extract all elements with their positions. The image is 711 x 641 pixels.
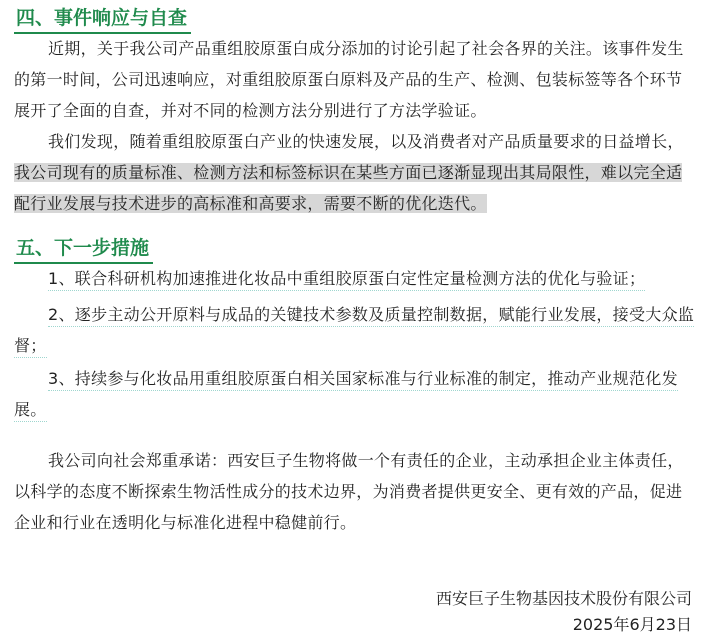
response-paragraph: 近期，关于我公司产品重组胶原蛋白成分添加的讨论引起了社会各界的关注。该事件发生的第一时间，公司迅速响应，对重组胶原蛋白原料及产品的生产、检测、包装标签等各个环节展开了全面的自查，并对不同的检测方法分别进行了方法学验证。 (14, 39, 684, 120)
section-heading-response: 四、事件响应与自查 (14, 5, 191, 34)
pledge-paragraph: 我公司向社会郑重承诺：西安巨子生物将做一个有责任的企业，主动承担企业主体责任，以科学的态度不断探索生物活性成分的技术边界，为消费者提供更安全、更有效的产品，促进企业和行业在透明化与标准化进程中稳健前行。 (14, 451, 684, 532)
measure-item-2-text: 2、逐步主动公开原料与成品的关键技术参数及质量控制数据，赋能行业发展，接受大众监督； (14, 305, 694, 358)
findings-highlighted-text: 我公司现有的质量标准、检测方法和标签标识在某些方面已逐渐显现出其局限性，难以完全适配行业发展与技术进步的高标准和高要求，需要不断的优化迭代。 (14, 163, 683, 213)
measure-item-3 (14, 363, 696, 425)
findings-text: 我们发现，随着重组胶原蛋白产业的快速发展，以及消费者对产品质量要求的日益增长， (48, 132, 684, 151)
measure-item-2 (14, 299, 696, 361)
measure-item-3-text: 3、持续参与化妆品用重组胶原蛋白相关国家标准与行业标准的制定，推动产业规范化发展。 (14, 369, 678, 422)
measure-item-1 (14, 263, 696, 294)
measure-item-1-text: 1、联合科研机构加速推进化妆品中重组胶原蛋白定性定量检测方法的优化与验证； (48, 269, 645, 291)
signature-company: 西安巨子生物基因技术股份有限公司 (435, 589, 692, 608)
signature-date: 2025年6月23日 (572, 615, 692, 634)
section-heading-next-steps: 五、下一步措施 (14, 235, 153, 264)
findings-paragraph (14, 126, 696, 219)
